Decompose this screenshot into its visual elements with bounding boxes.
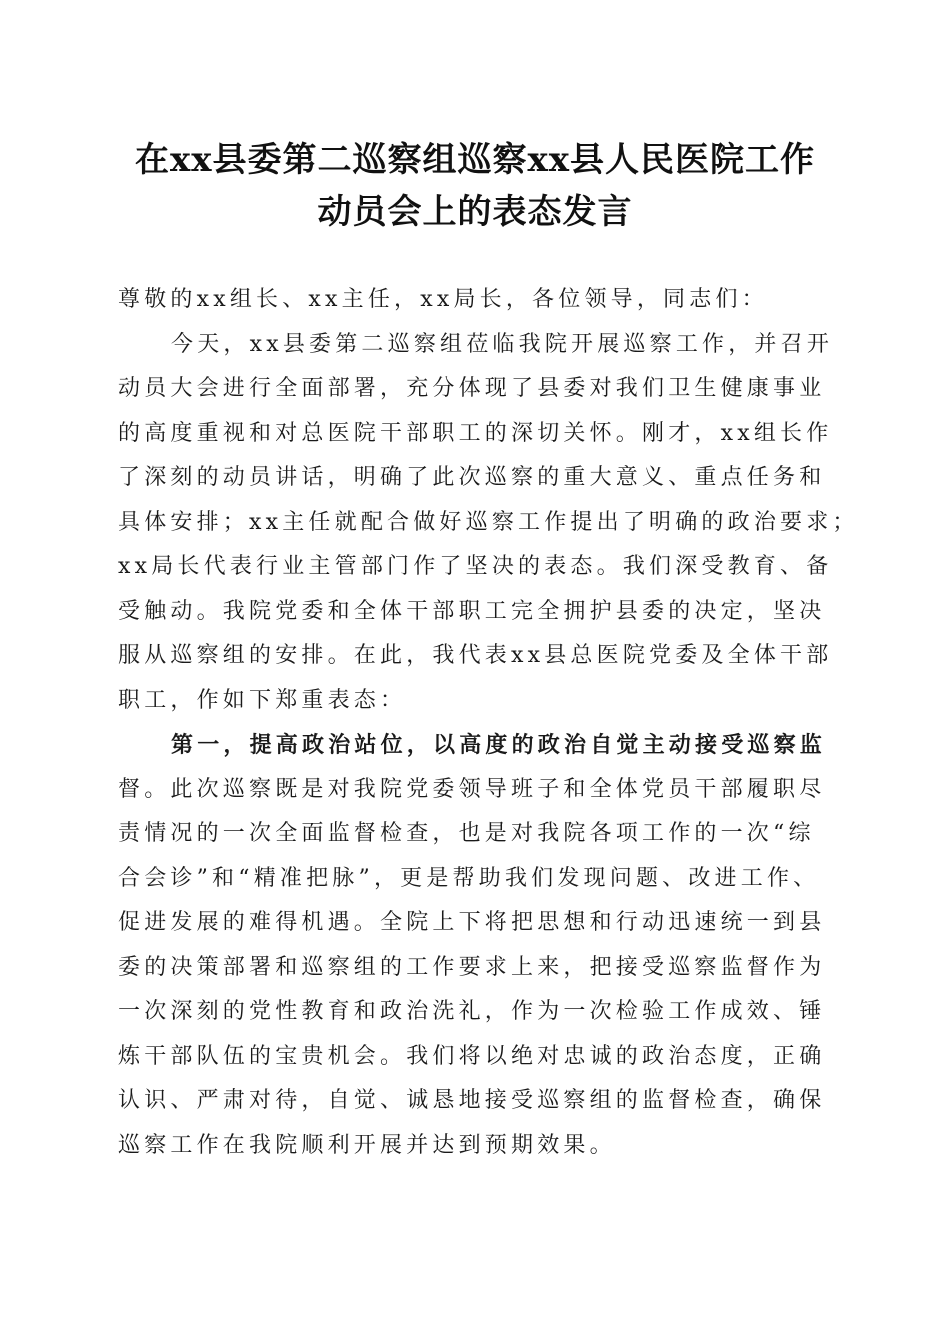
document-body <box>118 278 859 1168</box>
salutation: 尊敬的xx组长、xx主任，xx局长，各位领导，同志们： <box>118 287 768 312</box>
paragraph-line: 巡察工作在我院顺利开展并达到预期效果。 <box>118 1132 616 1158</box>
paragraph-line: 合会诊”和“精准把脉”，更是帮助我们发现问题、改进工作、 <box>118 865 820 891</box>
paragraph-line: 动员大会进行全面部署，充分体现了县委对我们卫生健康事业 <box>118 376 826 401</box>
paragraph-2 <box>118 723 832 1168</box>
paragraph-line: 受触动。我院党委和全体干部职工完全拥护县委的决定，坚决 <box>118 598 826 624</box>
title-line-1: 在xx县委第二巡察组巡察xx县人民医院工作 <box>134 140 816 180</box>
paragraph-heading: 第一，提高政治站位，以高度的政治自觉主动接受巡察监 <box>171 732 827 758</box>
paragraph-line: 炼干部队伍的宝贵机会。我们将以绝对忠诚的政治态度，正确 <box>118 1043 826 1069</box>
title-line-2: 动员会上的表态发言 <box>317 192 633 232</box>
paragraph-line: 责情况的一次全面监督检查，也是对我院各项工作的一次“综 <box>118 821 815 846</box>
document-title <box>100 134 850 238</box>
paragraph-line: 委的决策部署和巡察组的工作要求上来，把接受巡察监督作为 <box>118 954 826 980</box>
paragraph-line: 具体安排；xx主任就配合做好巡察工作提出了明确的政治要求； <box>118 509 859 535</box>
paragraph-line: 了深刻的动员讲话，明确了此次巡察的重大意义、重点任务和 <box>118 465 826 490</box>
paragraph-line: 一次深刻的党性教育和政治洗礼，作为一次检验工作成效、锤 <box>118 999 826 1024</box>
paragraph-line: 的高度重视和对总医院干部职工的深切关怀。刚才，xx组长作 <box>118 420 833 446</box>
paragraph-line: 今天，xx县委第二巡察组莅临我院开展巡察工作，并召开 <box>171 331 834 357</box>
paragraph-line: 服从巡察组的安排。在此，我代表xx县总医院党委及全体干部 <box>118 643 833 668</box>
paragraph-line: xx局长代表行业主管部门作了坚决的表态。我们深受教育、备 <box>118 554 833 579</box>
paragraph-line: 督。此次巡察既是对我院党委领导班子和全体党员干部履职尽 <box>118 776 826 802</box>
paragraph-1 <box>118 323 859 724</box>
paragraph-line: 促进发展的难得机遇。全院上下将把思想和行动迅速统一到县 <box>118 910 826 935</box>
paragraph-line: 职工，作如下郑重表态： <box>118 687 407 713</box>
paragraph-line: 认识、严肃对待，自觉、诚恳地接受巡察组的监督检查，确保 <box>118 1088 826 1113</box>
